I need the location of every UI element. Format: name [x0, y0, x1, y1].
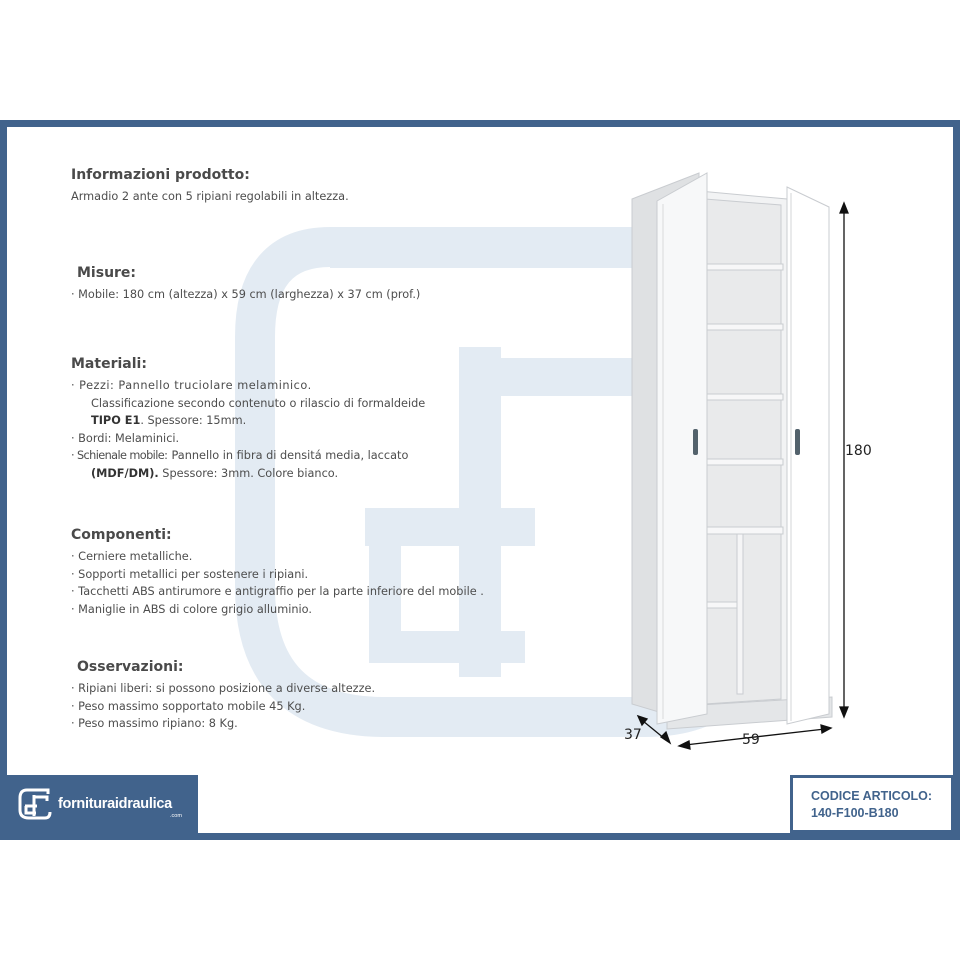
materials-classification: Classificazione secondo contenuto o rilascio di formaldeide	[91, 396, 426, 410]
info-heading: Informazioni prodotto:	[71, 167, 250, 183]
components-item: · Maniglie in ABS di colore grigio alluminio.	[71, 602, 312, 616]
section-measures	[71, 265, 421, 304]
materials-back-label: · Schienale mobile	[71, 449, 165, 462]
brand-domain: .com	[170, 813, 182, 819]
materials-type-rest: . Spessore: 15mm.	[140, 414, 247, 427]
components-heading: Componenti:	[71, 527, 172, 543]
materials-type	[71, 412, 425, 430]
components-item: · Cerniere metalliche.	[71, 550, 193, 563]
section-observations	[71, 659, 376, 733]
brand-name: forniturаidraulica	[58, 796, 172, 812]
materials-back-rest: : Pannello in fibra di densitá media, laccato	[164, 449, 409, 462]
materials-mdf-rest: Spessore: 3mm. Colore bianco.	[158, 466, 339, 480]
depth-dimension-label: 37	[624, 727, 642, 743]
section-components	[71, 527, 484, 618]
product-code-label: CODICE ARTICOLO:	[811, 789, 933, 803]
materials-type-bold: TIPO E1	[91, 414, 141, 427]
observations-item: · Ripiani liberi: si possono posizione a diverse altezze.	[71, 682, 376, 695]
observations-heading: Osservazioni:	[77, 659, 184, 675]
section-materials	[71, 356, 425, 482]
components-item: · Tacchetti ABS antirumore e antigraffio per la parte inferiore del mobile .	[71, 585, 484, 598]
observations-item: · Peso massimo ripiano: 8 Kg.	[71, 717, 238, 730]
info-text: Armadio 2 ante con 5 ripiani regolabili in altezza.	[71, 190, 349, 203]
materials-back	[71, 447, 425, 465]
components-item: · Sopporti metallici per sostenere i ripiani.	[71, 567, 309, 581]
width-dimension-label: 59	[742, 732, 760, 748]
materials-mdf	[71, 465, 425, 483]
measures-text: · Mobile: 180 cm (altezza) x 59 cm (larghezza) x 37 cm (prof.)	[71, 288, 421, 301]
measures-heading: Misure:	[77, 265, 137, 281]
materials-heading: Materiali:	[71, 356, 147, 372]
observations-item: · Peso massimo sopportato mobile 45 Kg.	[71, 699, 306, 713]
brand-logo	[7, 775, 198, 833]
brand-logo-icon	[17, 786, 53, 822]
cabinet-illustration	[607, 159, 907, 759]
materials-mdf-bold: (MDF/DM).	[91, 466, 159, 480]
section-product-info	[71, 167, 349, 206]
height-dimension-label: 180	[845, 443, 872, 459]
product-code-box	[790, 775, 954, 833]
product-sheet	[0, 120, 960, 840]
materials-panel: · Pezzi: Pannello truciolare melaminico.	[71, 379, 312, 392]
product-code-value: 140-F100-B180	[811, 806, 899, 820]
materials-edges: · Bordi: Melaminici.	[71, 431, 180, 445]
